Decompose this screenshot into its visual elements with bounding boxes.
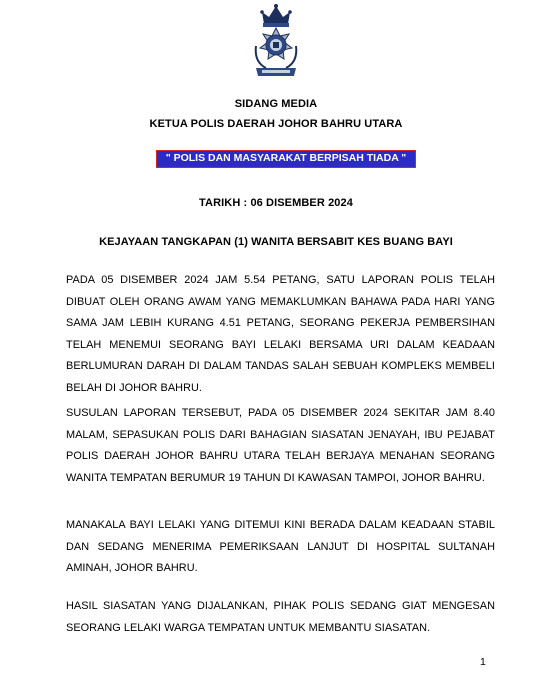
date-line: TARIKH : 06 DISEMBER 2024 xyxy=(199,197,353,209)
document-title: KEJAYAAN TANGKAPAN (1) WANITA BERSABIT KES BUANG BAYI xyxy=(99,236,453,248)
paragraph-2: SUSULAN LAPORAN TERSEBUT, PADA 05 DISEMBER 2024 SEKITAR JAM 8.40 MALAM, SEPASUKAN POLIS DARI BAHAGIAN SIASATAN JENAYAH, IBU PEJABAT POLIS DAERAH JOHOR BAHRU UTARA TELAH BERJAYA MENAHAN SEORANG WANITA TEMPATAN BERUMUR 19 TAHUN DI KAWASAN TAMPOI, JOHOR BAHRU. xyxy=(66,407,495,484)
heading-district-police-chief: KETUA POLIS DAERAH JOHOR BAHRU UTARA xyxy=(149,118,403,130)
heading-press-conference: SIDANG MEDIA xyxy=(234,98,318,110)
page-number: 1 xyxy=(480,656,486,668)
paragraph-4: HASIL SIASATAN YANG DIJALANKAN, PIHAK POLIS SEDANG GIAT MENGESAN SEORANG LELAKI WARGA TEMPATAN UNTUK MEMBANTU SIASATAN. xyxy=(66,600,495,634)
motto-banner: " POLIS DAN MASYARAKAT BERPISAH TIADA " xyxy=(156,150,416,168)
police-crest-icon xyxy=(244,2,308,86)
paragraph-3: MANAKALA BAYI LELAKI YANG DITEMUI KINI BERADA DALAM KEADAAN STABIL DAN SEDANG MENERIMA PEMERIKSAAN LANJUT DI HOSPITAL SULTANAH AMINAH, JOHOR BAHRU. xyxy=(66,519,495,574)
paragraph-1: PADA 05 DISEMBER 2024 JAM 5.54 PETANG, SATU LAPORAN POLIS TELAH DIBUAT OLEH ORANG AWAM YANG MEMAKLUMKAN BAHAWA PADA HARI YANG SAMA JAM LEBIH KURANG 4.51 PETANG, SEORANG PEKERJA PEMBERSIHAN TELAH MENEMUI SEORANG BAYI LELAKI BERSAMA URI DALAM KEADAAN BERLUMURAN DARAH DI DALAM TANDAS SALAH SEBUAH KOMPLEKS MEMBELI BELAH DI JOHOR BAHRU. xyxy=(66,274,495,394)
